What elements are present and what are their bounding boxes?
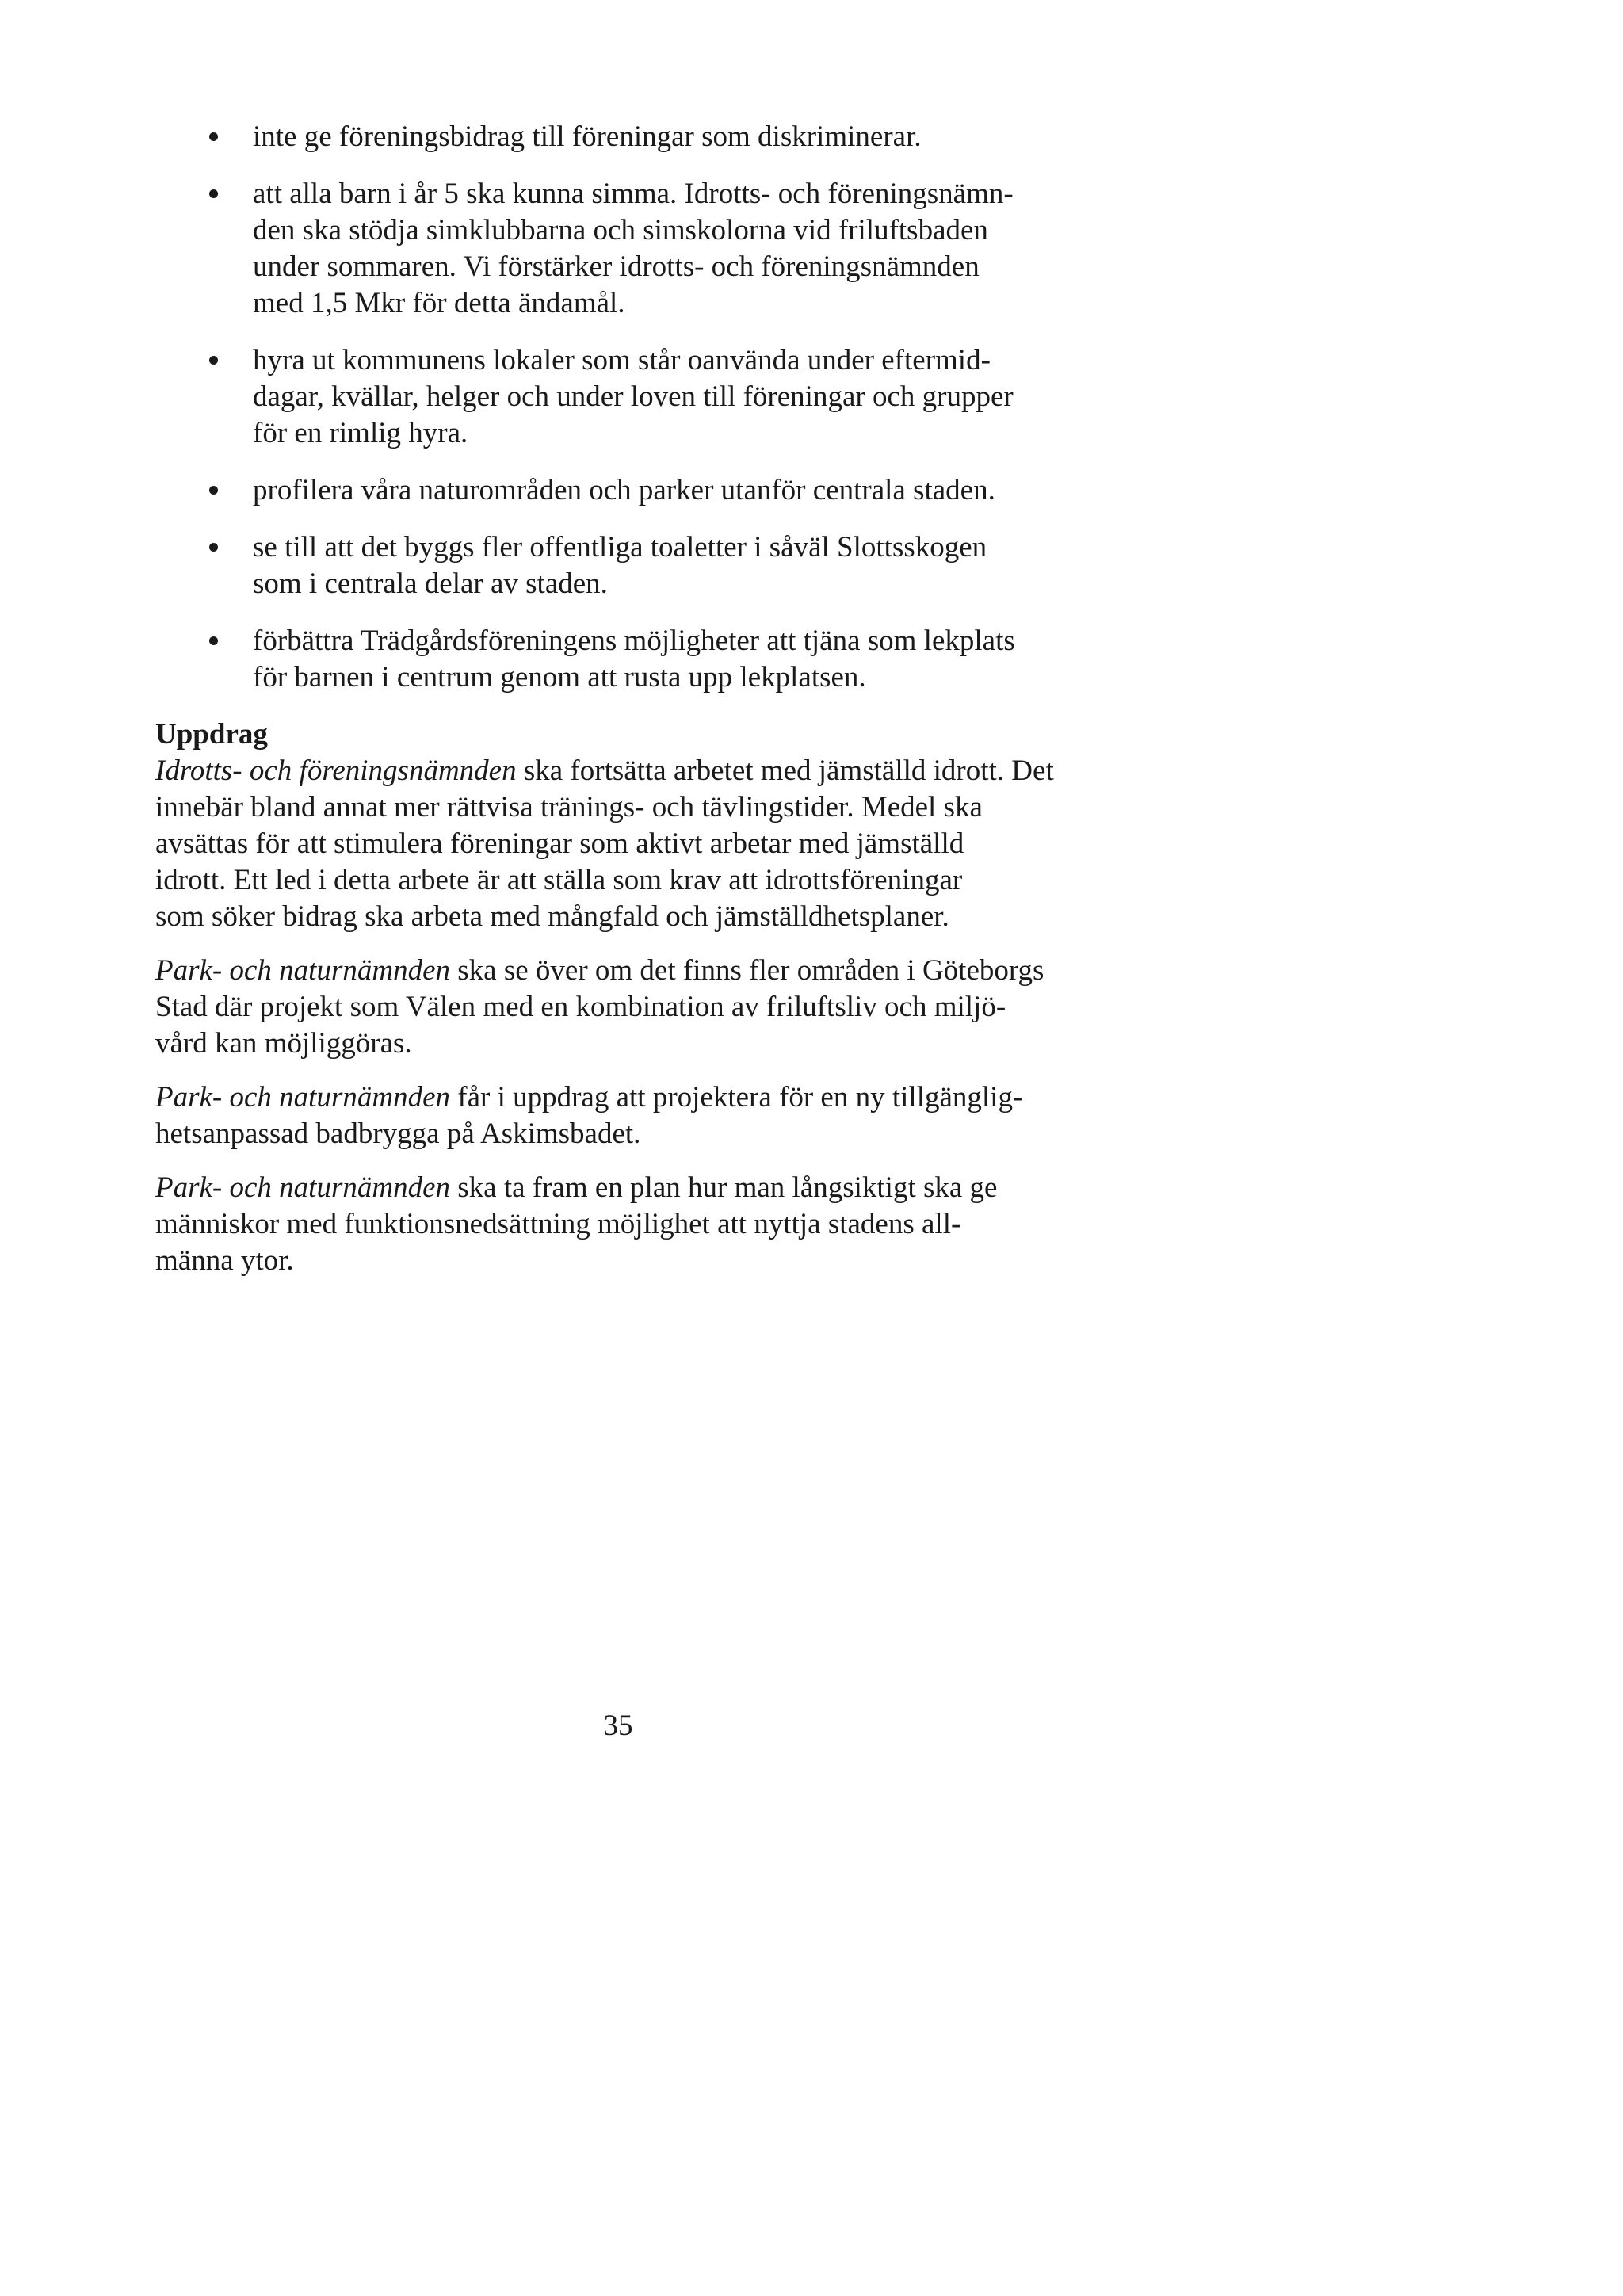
bullet-text: förbättra Trädgårdsföreningens möjligheter att tjäna som lekplats för barnen i centrum genom att rusta upp lekplatsen.	[253, 625, 1015, 693]
bullet-item	[155, 342, 1098, 452]
paragraph-text: ska se över om det finns fler områden i Göteborgs Stad där projekt som Välen med en kombination av friluftsliv och miljö- vård kan möjliggöras.	[155, 954, 1044, 1060]
bullet-text: se till att det byggs fler offentliga toaletter i såväl Slottsskogen som i centrala delar av staden.	[253, 531, 987, 600]
bullet-item	[155, 119, 1098, 155]
paragraph-text: får i uppdrag att projektera för en ny tillgänglig- hetsanpassad badbrygga på Askimsbadet.	[155, 1081, 1023, 1150]
page-content	[155, 119, 1098, 1297]
paragraph-text: ska fortsätta arbetet med jämställd idrott. Det innebär bland annat mer rättvisa tränings- och tävlingstider. Medel ska avsättas för att stimulera föreningar som aktivt arbetar med jämställd idrott. Ett led i detta arbete är att ställa som krav att idrottsföreningar som söker bidrag ska arbeta med mångfald och jämställdhetsplaner.	[155, 755, 1054, 933]
bullet-text: inte ge föreningsbidrag till föreningar som diskriminerar.	[253, 120, 922, 153]
bullet-icon	[209, 486, 218, 495]
bullet-item	[155, 472, 1098, 509]
page-number: 35	[603, 1710, 633, 1742]
paragraph	[155, 953, 1098, 1062]
paragraph-subject: Idrotts- och föreningsnämnden	[155, 755, 517, 787]
bullet-icon	[209, 189, 218, 198]
bullet-icon	[209, 636, 218, 645]
paragraph-subject: Park- och naturnämnden	[155, 1171, 450, 1204]
bullet-item	[155, 529, 1098, 602]
bullet-text: att alla barn i år 5 ska kunna simma. Idrotts- och föreningsnämn- den ska stödja simklubbarna och simskolorna vid friluftsbaden under sommaren. Vi förstärker idrotts- och föreningsnämnden med 1,5 Mkr för detta ändamål.	[253, 178, 1014, 319]
bullet-text: hyra ut kommunens lokaler som står oanvända under eftermid- dagar, kvällar, helger och under loven till föreningar och grupper för en rimlig hyra.	[253, 344, 1014, 449]
paragraph-subject: Park- och naturnämnden	[155, 954, 450, 987]
bullet-text: profilera våra naturområden och parker utanför centrala staden.	[253, 474, 995, 506]
bullet-icon	[209, 356, 218, 365]
section-heading: Uppdrag	[155, 718, 268, 751]
bullet-item	[155, 176, 1098, 322]
bullet-list	[155, 119, 1098, 696]
paragraph	[155, 1170, 1098, 1279]
paragraph	[155, 753, 1098, 935]
bullet-item	[155, 623, 1098, 696]
paragraph	[155, 1079, 1098, 1152]
paragraph-text: ska ta fram en plan hur man långsiktigt ska ge människor med funktionsnedsättning möjlighet att nyttja stadens all- männa ytor.	[155, 1171, 998, 1277]
bullet-icon	[209, 543, 218, 552]
paragraph-subject: Park- och naturnämnden	[155, 1081, 450, 1114]
bullet-icon	[209, 132, 218, 141]
